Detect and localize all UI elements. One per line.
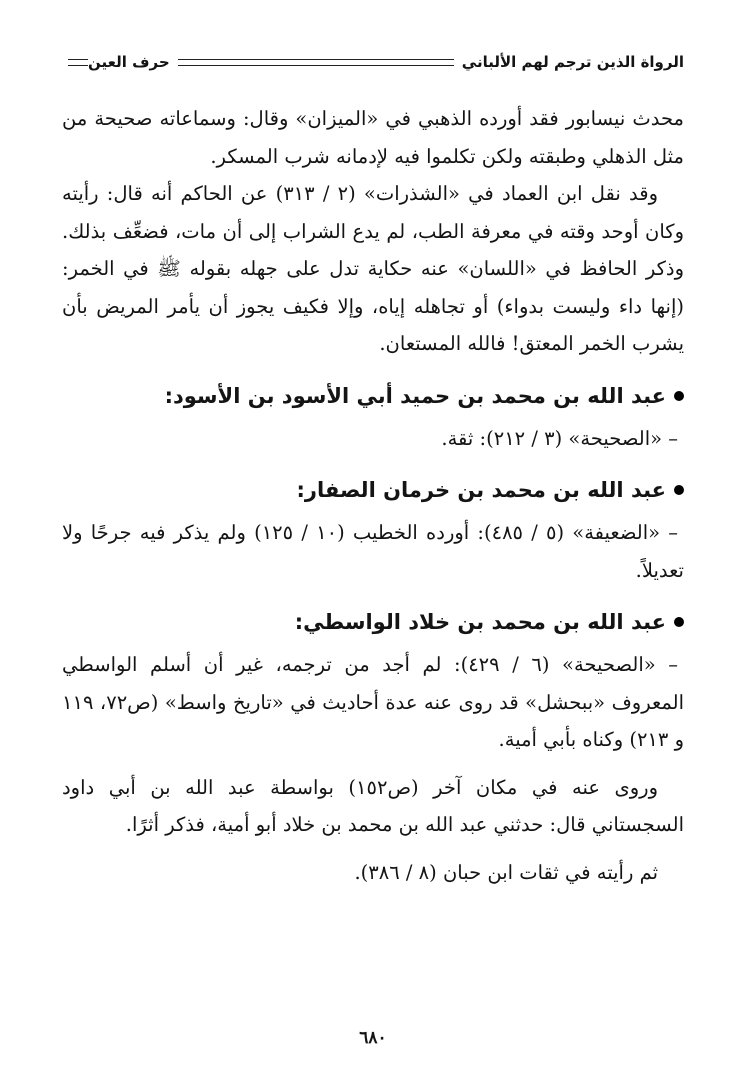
chapter-title: حرف العين: [88, 53, 170, 71]
header-rule: [178, 59, 454, 66]
page-content: [62, 100, 684, 891]
entry-heading: [62, 376, 684, 416]
running-header: [62, 48, 684, 76]
book-title: الرواة الذين ترجم لهم الألباني: [461, 53, 684, 71]
book-page: [62, 48, 684, 1048]
bullet-icon: [674, 485, 684, 495]
entry-paragraph: وروى عنه في مكان آخر (ص١٥٢) بواسطة عبد الله بن أبي داود السجستاني قال: حدثني عبد الله بن محمد بن خلاد أبو أمية، فذكر أثرًا.: [62, 775, 684, 836]
entry-heading-text: عبد الله بن محمد بن حميد أبي الأسود بن الأسود:: [164, 383, 666, 408]
entry-paragraph: ثم رأيته في ثقات ابن حبان (٨ / ٣٨٦).: [354, 860, 658, 884]
intro-paragraph-1: محدث نيسابور فقد أورده الذهبي في «الميزان» وقال: وسماعاته صحيحة من مثل الذهلي وطبقته ولكن تكلموا فيه لإدمانه شرب المسكر.: [62, 107, 684, 168]
bullet-icon: [674, 617, 684, 627]
entry-heading-text: عبد الله بن محمد بن خرمان الصفار:: [296, 478, 666, 502]
bullet-icon: [674, 391, 684, 401]
entry-citation: – «الضعيفة» (٥ / ٤٨٥): أورده الخطيب (١٠ / ١٢٥) ولم يذكر فيه جرحًا ولا تعديلاً.: [62, 521, 684, 582]
paragraph-spacer: [62, 844, 684, 854]
entry-heading: [62, 602, 684, 642]
page-number: ٦٨٠: [359, 1028, 387, 1048]
entry-citation: – «الصحيحة» (٦ / ٤٢٩): لم أجد من ترجمه، غير أن أسلم الواسطي المعروف «ببحشل» قد روى عنه عدة أحاديث في «تاريخ واسط» (ص٧٢، ١١٩ و ٢١٣) وكناه بأبي أمية.: [62, 653, 684, 751]
entry-heading: [62, 470, 684, 510]
entry-heading-text: عبد الله بن محمد بن خلاد الواسطي:: [294, 610, 666, 634]
entry-citation: – «الصحيحة» (٣ / ٢١٢): ثقة.: [441, 426, 678, 450]
paragraph-spacer: [62, 759, 684, 769]
header-rule-end: [68, 59, 88, 66]
intro-paragraph-2: وقد نقل ابن العماد في «الشذرات» (٢ / ٣١٣) عن الحاكم أنه قال: رأيته وكان أوحد وقته في معرفة الطب، لم يدع الشراب إلى أن مات، فضعِّف بذلك. وذكر الحافظ في «اللسان» عنه حكاية تدل على جهله بقوله ﷺ في الخمر: (إنها داء وليست بدواء) أو تجاهله إياه، وإلا فكيف يجوز أن يأمر المريض بأن يشرب الخمر المعتق! فالله المستعان.: [62, 182, 684, 355]
